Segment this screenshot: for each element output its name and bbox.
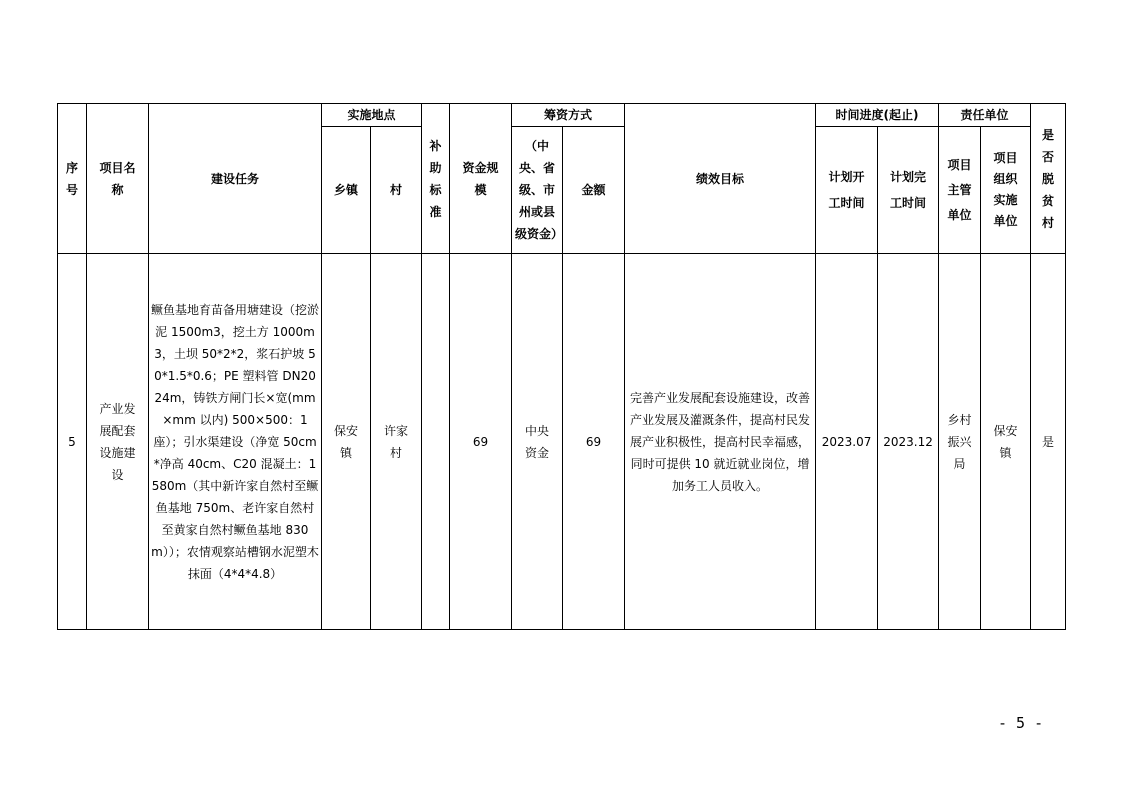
- header-seq: 序号: [58, 104, 87, 254]
- header-township: 乡镇: [322, 127, 371, 254]
- header-location: 实施地点: [322, 104, 422, 127]
- header-responsible: 责任单位: [939, 104, 1031, 127]
- header-amount: 金额: [563, 127, 625, 254]
- header-task: 建设任务: [149, 104, 322, 254]
- cell-plan-start: 2023.07: [816, 254, 878, 630]
- page-number: - 5 -: [998, 714, 1044, 732]
- cell-amount: 69: [563, 254, 625, 630]
- header-implementer: 项目组织实施单位: [981, 127, 1031, 254]
- header-poverty-village: 是否脱贫村: [1031, 104, 1066, 254]
- cell-fund-source: 中央资金: [512, 254, 563, 630]
- cell-fund-scale: 69: [450, 254, 512, 630]
- cell-township: 保安镇: [322, 254, 371, 630]
- header-subsidy: 补助标准: [422, 104, 450, 254]
- cell-project-name: 产业发展配套设施建设: [87, 254, 149, 630]
- header-performance: 绩效目标: [625, 104, 816, 254]
- header-supervisor: 项目主管单位: [939, 127, 981, 254]
- header-project-name: 项目名称: [87, 104, 149, 254]
- cell-implementer: 保安镇: [981, 254, 1031, 630]
- header-fund-scale: 资金规模: [450, 104, 512, 254]
- cell-subsidy: [422, 254, 450, 630]
- header-schedule: 时间进度(起止): [816, 104, 939, 127]
- header-plan-end: 计划完工时间: [878, 127, 939, 254]
- header-fund-source: （中央、省级、市州或县级资金）: [512, 127, 563, 254]
- project-table: [57, 103, 1066, 630]
- header-village: 村: [371, 127, 422, 254]
- cell-task: 鳜鱼基地育苗备用塘建设（挖淤泥 1500m3，挖土方 1000m3，土坝 50*2*2，浆石护坡 50*1.5*0.6；PE 塑料管 DN2024m，铸铁方闸门长×宽(mm×mm 以内) 500×500：1 座）；引水渠建设（净宽 50cm*净高 40cm、C20 混凝土：1580m（其中新许家自然村至鳜鱼基地 750m、老许家自然村至黄家自然村鳜鱼基地 830m））；农情观察站槽钢水泥塑木抹面（4*4*4.8）: [149, 254, 322, 630]
- header-funding-method: 筹资方式: [512, 104, 625, 127]
- cell-performance: 完善产业发展配套设施建设，改善产业发展及灌溉条件，提高村民发展产业积极性，提高村民幸福感，同时可提供 10 就近就业岗位，增加务工人员收入。: [625, 254, 816, 630]
- cell-seq: 5: [58, 254, 87, 630]
- cell-village: 许家村: [371, 254, 422, 630]
- cell-plan-end: 2023.12: [878, 254, 939, 630]
- cell-supervisor: 乡村振兴局: [939, 254, 981, 630]
- cell-poverty-village: 是: [1031, 254, 1066, 630]
- header-plan-start: 计划开工时间: [816, 127, 878, 254]
